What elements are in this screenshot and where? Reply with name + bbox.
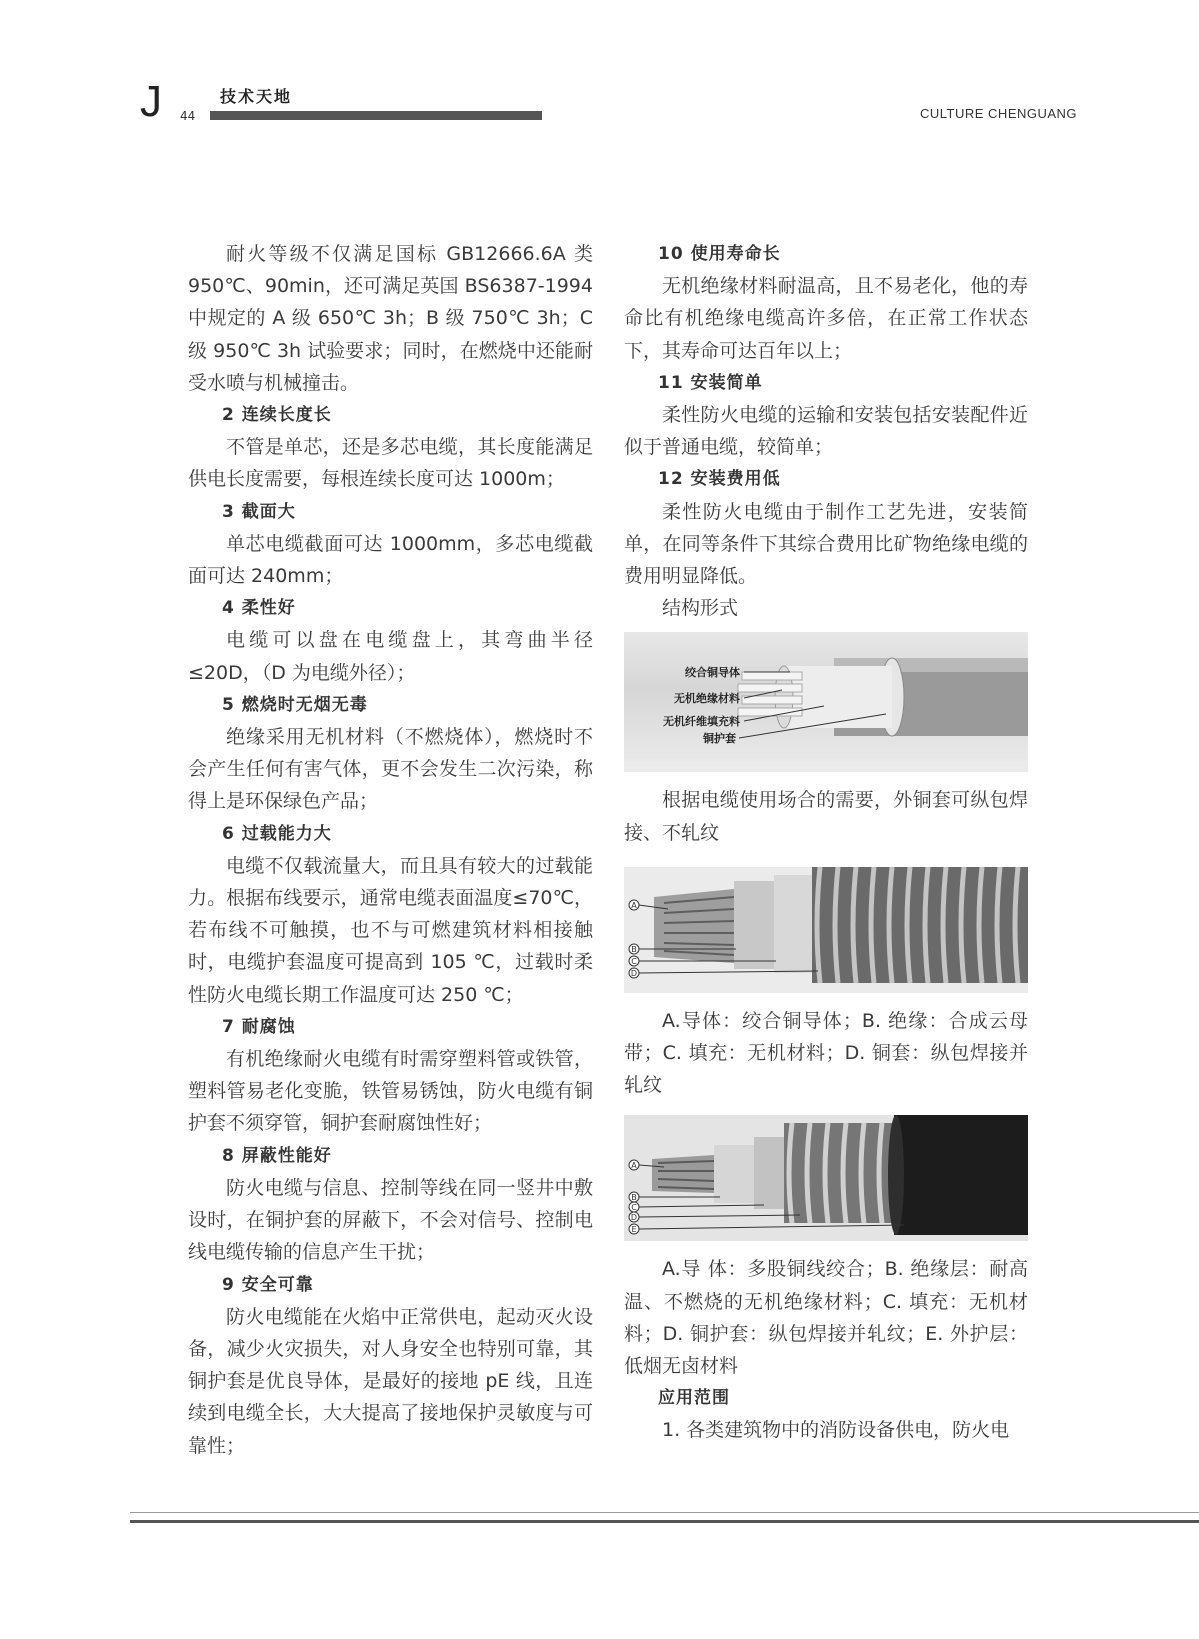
right-column: [624, 238, 1028, 1447]
fig3-letter: A: [631, 1161, 637, 1171]
heading: 9 安全可靠: [222, 1274, 314, 1295]
cable-structure-illustration: [624, 632, 1028, 772]
fig3-letter: C: [631, 1203, 637, 1213]
heading: 12 安装费用低: [658, 469, 781, 490]
section-title: 技术天地: [220, 87, 293, 106]
paragraph: 有机绝缘耐火电缆有时需穿塑料管或铁管，塑料管易老化变脆，铁管易锈蚀，防火电缆有铜护套不须穿管，铜护套耐腐蚀性好；: [188, 1048, 593, 1135]
structure-title: 结构形式: [662, 597, 739, 620]
figure-caption: A.导 体：多股铜线绞合；B. 绝缘层：耐高温、不燃烧的无机绝缘材料；C. 填充：无机材料；D. 铜护套：纵包焊接并轧纹；E. 外护层：低烟无卤材料: [624, 1258, 1028, 1378]
heading: 7 耐腐蚀: [222, 1016, 296, 1037]
fig1-label: 无机绝缘材料: [674, 692, 740, 706]
heading: 11 安装简单: [658, 372, 763, 393]
heading: 4 柔性好: [222, 598, 296, 619]
footer-rule-thin: [130, 1512, 1199, 1513]
corrugated-cable-illustration: [624, 867, 1028, 993]
figure-caption: A.导体：绞合铜导体；B. 绝缘：合成云母带；C. 填充：无机材料；D. 铜套：纵包焊接并轧纹: [624, 1009, 1028, 1097]
header-bar: [210, 111, 542, 120]
section-letter: J: [140, 77, 162, 126]
paragraph: 无机绝缘材料耐温高，且不易老化，他的寿命比有机绝缘电缆高许多倍，在正常工作状态下，其寿命可达百年以上；: [624, 275, 1028, 362]
paragraph: 电缆不仅载流量大，而且具有较大的过载能力。根据布线要示，通常电缆表面温度≤70℃，若布线不可触摸，也不与可燃建筑材料相接触时，电缆护套温度可提高到 105 ℃，过载时柔性防火电缆长期工作温度可达 250 ℃；: [188, 854, 593, 1006]
fig1-label: 铜护套: [703, 732, 736, 746]
cable-figure-sheathed: [624, 1115, 1028, 1241]
paragraph: 1. 各类建筑物中的消防设备供电，防火电: [662, 1419, 1010, 1442]
heading: 10 使用寿命长: [658, 244, 781, 264]
cable-figure-corrugated: [624, 867, 1028, 993]
heading: 6 过载能力大: [222, 823, 332, 844]
paragraph: 柔性防火电缆的运输和安装包括安装配件近似于普通电缆，较简单；: [624, 404, 1028, 459]
footer-rule-thick: [130, 1520, 1199, 1523]
heading: 应用范围: [658, 1388, 730, 1409]
page-number: 44: [180, 109, 196, 123]
left-column: [188, 238, 593, 1462]
fig3-letter: E: [631, 1225, 637, 1235]
fig1-label: 绞合铜导体: [685, 666, 740, 680]
paragraph: 根据电缆使用场合的需要，外铜套可纵包焊接、不轧纹: [624, 789, 1028, 844]
paragraph: 单芯电缆截面可达 1000mm，多芯电缆截面可达 240mm；: [188, 532, 593, 588]
paragraph: 柔性防火电缆由于制作工艺先进，安装简单，在同等条件下其综合费用比矿物绝缘电缆的费用明显降低。: [624, 500, 1028, 588]
cable-structure-figure: [624, 632, 1028, 772]
heading: 8 屏蔽性能好: [222, 1145, 332, 1166]
heading: 5 燃烧时无烟无毒: [222, 694, 368, 715]
fig3-letter: D: [630, 1213, 638, 1223]
fig3-letter: B: [631, 1193, 637, 1203]
paragraph: 防火电缆能在火焰中正常供电，起动灭火设备，减少火灾损失，对人身安全也特别可靠，其铜护套是优良导体，是最好的接地 pE 线，且连续到电缆全长，大大提高了接地保护灵敏度与可靠性；: [188, 1305, 593, 1457]
paragraph: 不管是单芯，还是多芯电缆，其长度能满足供电长度需要，每根连续长度可达 1000m；: [188, 436, 593, 491]
fig1-label: 无机纤维填充料: [663, 715, 740, 729]
paragraph: 耐火等级不仅满足国标 GB12666.6A 类 950℃、90min，还可满足英国 BS6387-1994 中规定的 A 级 650℃ 3h；B 级 750℃ 3h；C 级 950℃ 3h 试验要求；同时，在燃烧中还能耐受水喷与机械撞击。: [188, 243, 593, 394]
paragraph: 绝缘采用无机材料（不燃烧体），燃烧时不会产生任何有害气体，更不会发生二次污染，称得上是环保绿色产品；: [188, 726, 593, 813]
heading: 3 截面大: [222, 501, 296, 522]
heading: 2 连续长度长: [222, 405, 332, 426]
paragraph: 电缆可以盘在电缆盘上，其弯曲半径≤20D，（D 为电缆外径）；: [188, 629, 593, 684]
fig2-letter: A: [631, 900, 637, 910]
magazine-title: CULTURE CHENGUANG: [920, 106, 1078, 121]
fig2-letter: B: [631, 944, 637, 954]
sheathed-cable-illustration: [624, 1115, 1028, 1241]
fig2-letter: C: [631, 956, 637, 966]
paragraph: 防火电缆与信息、控制等线在同一竖井中敷设时，在铜护套的屏蔽下，不会对信号、控制电线电缆传输的信息产生干扰；: [188, 1176, 593, 1264]
fig2-letter: D: [630, 968, 638, 978]
